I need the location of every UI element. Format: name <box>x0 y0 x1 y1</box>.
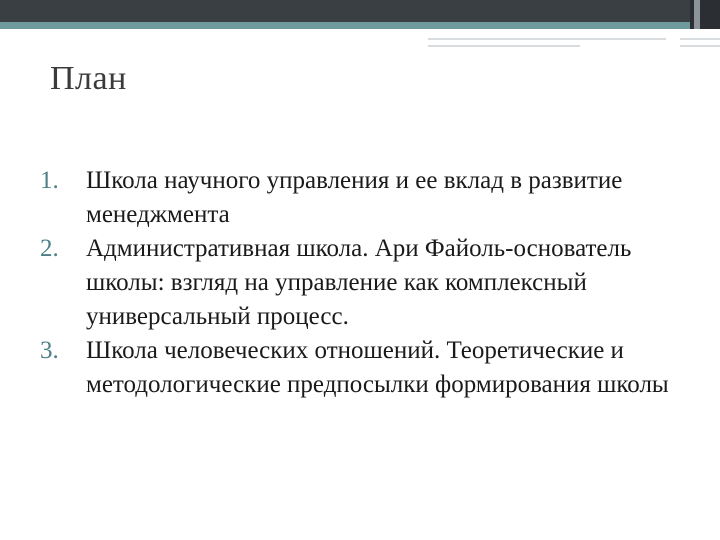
top-accent-stripe <box>0 22 720 29</box>
list-item-number: 3. <box>40 337 59 364</box>
list-item-number: 2. <box>40 235 59 262</box>
list-item-text: Школа человеческих отношений. Теоретические и методологические предпосылки формирования школы <box>86 337 669 398</box>
decorative-rule <box>680 38 720 40</box>
list-item <box>40 164 690 232</box>
decorative-rule <box>428 45 580 47</box>
list-item-text: Административная школа. Ари Файоль-основатель школы: взгляд на управление как комплексный универсальный процесс. <box>86 235 632 330</box>
list-item-text: Школа научного управления и ее вклад в развитие менеджмента <box>86 167 623 228</box>
list-item <box>40 232 690 334</box>
list-item-number: 1. <box>40 167 59 194</box>
plan-list <box>40 164 690 402</box>
slide-title: План <box>50 60 127 97</box>
decorative-rule <box>680 45 720 47</box>
decorative-rule <box>428 38 666 40</box>
corner-notch <box>694 0 700 29</box>
list-item <box>40 334 690 402</box>
top-decorative-band <box>0 0 720 22</box>
